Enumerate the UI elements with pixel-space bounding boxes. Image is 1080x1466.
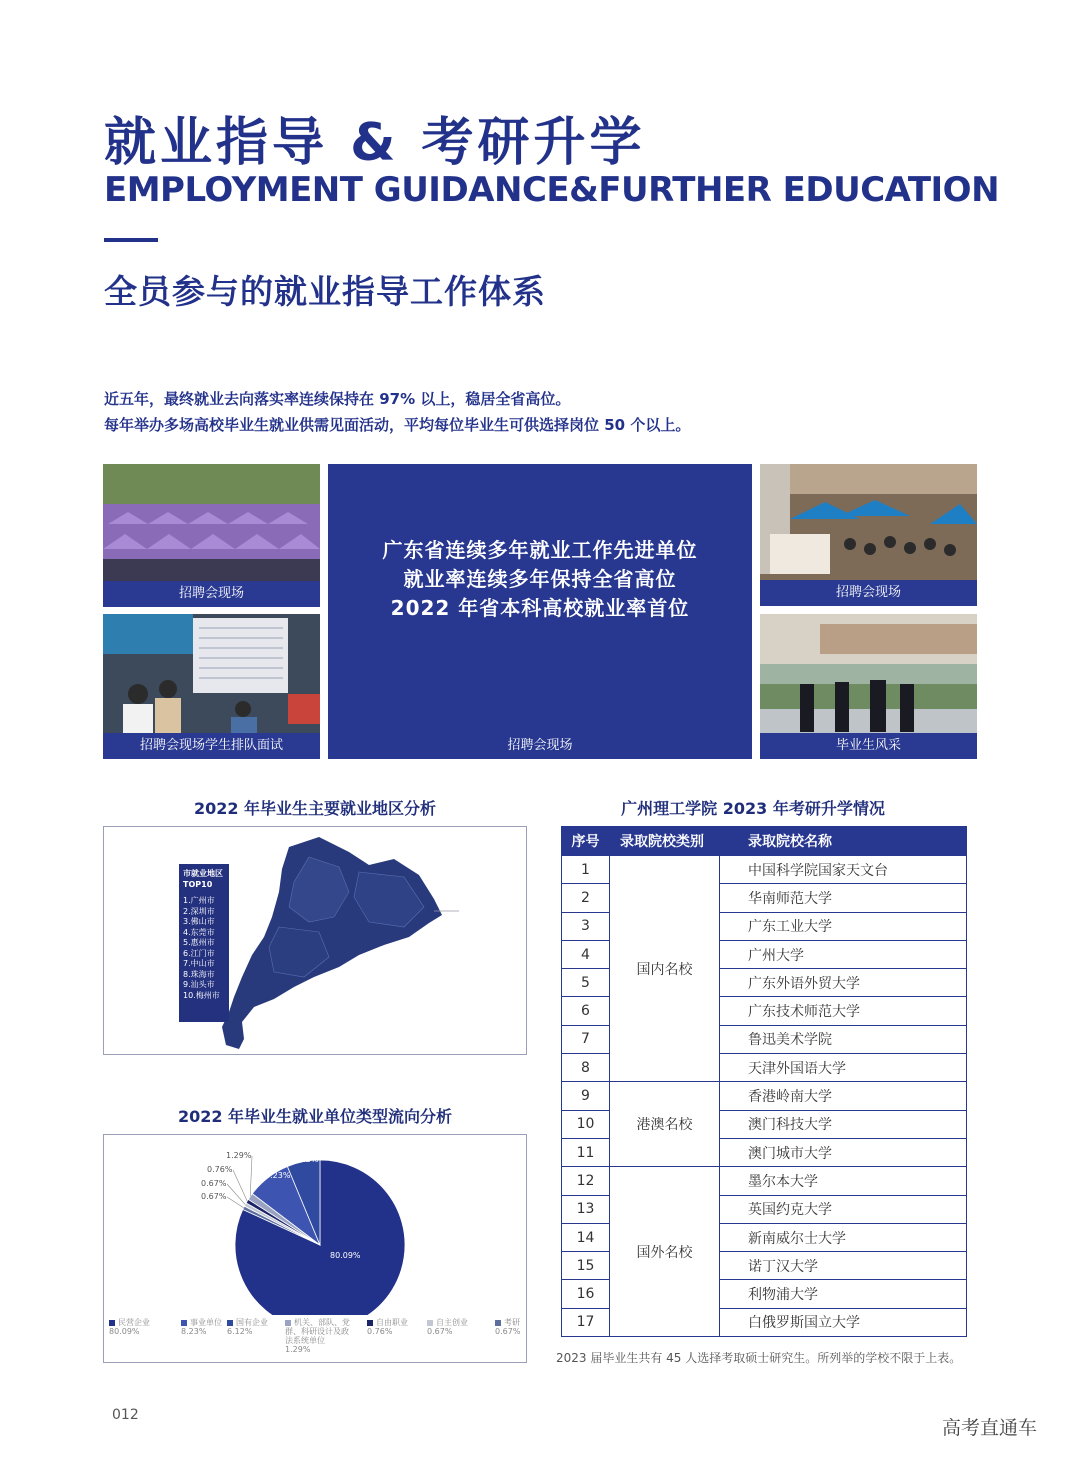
city-item: 5.惠州市: [183, 938, 215, 947]
legend-name: 民营企业: [118, 1318, 150, 1327]
city-item: 4.东莞市: [183, 927, 215, 937]
row-school: 广州大学: [720, 940, 967, 968]
city-item: 9.汕头市: [183, 980, 215, 989]
row-category: 国外名校: [610, 1167, 720, 1337]
photo-caption: 招聘会现场学生排队面试: [103, 733, 320, 759]
row-index: 6: [562, 997, 610, 1025]
row-school: 鲁迅美术学院: [720, 1025, 967, 1053]
row-index: 15: [562, 1252, 610, 1280]
pie-leader-line: [233, 1170, 247, 1201]
row-index: 9: [562, 1082, 610, 1110]
table-title: 广州理工学院 2023 年考研升学情况: [621, 799, 885, 818]
intro-text: [104, 386, 690, 438]
pie-data-label: 80.09%: [330, 1251, 361, 1260]
pie-legend-item: [285, 1318, 355, 1354]
legend-swatch: [495, 1320, 501, 1326]
city-item: 7.中山市: [183, 959, 215, 968]
legend-swatch: [285, 1320, 291, 1326]
table-row: [562, 1082, 967, 1110]
pie-legend-item: [427, 1318, 487, 1336]
region-map-panel: [103, 826, 527, 1055]
city-item: 1.广州市: [183, 896, 215, 905]
legend-swatch: [181, 1320, 187, 1326]
section-subtitle: 全员参与的就业指导工作体系: [104, 272, 546, 311]
photo-job-fair: [103, 464, 320, 607]
photo-graduates: [760, 614, 977, 759]
photo-caption: 毕业生风采: [760, 733, 977, 759]
row-school: 广东技术师范大学: [720, 997, 967, 1025]
row-index: 10: [562, 1110, 610, 1138]
intro-line: 近五年，最终就业去向落实率连续保持在 97% 以上，稳居全省高位。: [104, 390, 571, 408]
legend-name: 考研: [504, 1318, 520, 1327]
photo-job-fair-right: [760, 464, 977, 606]
pie-section-title: 2022 年毕业生就业单位类型流向分析: [177, 1107, 453, 1126]
pie-leader-line: [250, 1156, 252, 1196]
legend-value: 8.23%: [181, 1327, 207, 1336]
row-index: 16: [562, 1280, 610, 1308]
legend-swatch: [427, 1320, 433, 1326]
legend-swatch: [367, 1320, 373, 1326]
row-category: 国内名校: [610, 856, 720, 1082]
pie-data-label: 1.29%: [226, 1151, 252, 1160]
pie-data-label: 0.67%: [201, 1179, 227, 1188]
panel-caption: 招聘会现场: [507, 738, 573, 753]
row-school: 澳门城市大学: [720, 1138, 967, 1166]
pie-leader-line: [227, 1184, 245, 1205]
legend-swatch: [109, 1320, 115, 1326]
city-item: 6.江门市: [183, 948, 215, 958]
city-item: 3.佛山市: [183, 917, 215, 926]
row-index: 17: [562, 1308, 610, 1336]
row-index: 7: [562, 1025, 610, 1053]
achievement-line: 2022 年省本科高校就业率首位: [390, 596, 690, 620]
row-school: 中国科学院国家天文台: [720, 856, 967, 884]
row-school: 英国约克大学: [720, 1195, 967, 1223]
table-note: 2023 届毕业生共有 45 人选择考取硕士研究生。所列举的学校不限于上表。: [556, 1351, 962, 1365]
row-index: 2: [562, 884, 610, 912]
city-item: 2.深圳市: [183, 906, 215, 916]
legend-name: 自由职业: [376, 1318, 408, 1327]
legend-name: 自主创业: [436, 1318, 468, 1327]
pie-leader-line: [227, 1197, 244, 1208]
table-header-row: [562, 827, 967, 856]
legend-value: 1.29%: [285, 1345, 311, 1354]
row-school: 天津外国语大学: [720, 1054, 967, 1082]
row-school: 广东外语外贸大学: [720, 969, 967, 997]
photo-interview-queue: [103, 614, 320, 759]
row-school: 澳门科技大学: [720, 1110, 967, 1138]
row-index: 3: [562, 912, 610, 940]
map-legend: [179, 864, 229, 1022]
pie-legend-item: [367, 1318, 427, 1336]
pie-data-label: 6.12%: [293, 1155, 319, 1164]
pie-legend-item: [227, 1318, 287, 1336]
row-index: 12: [562, 1167, 610, 1195]
header-school: 录取院校名称: [720, 827, 967, 856]
guangdong-map: [104, 827, 528, 1056]
pie-data-label: 0.67%: [201, 1192, 227, 1201]
pie-legend-item: [495, 1318, 555, 1336]
header-index: 序号: [562, 827, 610, 856]
legend-name: 机关、部队、党群、科研设计及政法系统单位: [285, 1318, 350, 1345]
row-index: 8: [562, 1054, 610, 1082]
row-index: 4: [562, 940, 610, 968]
pie-data-label: 8.23%: [265, 1171, 291, 1180]
row-index: 1: [562, 856, 610, 884]
row-index: 11: [562, 1138, 610, 1166]
legend-name: 国有企业: [236, 1318, 268, 1327]
row-school: 墨尔本大学: [720, 1167, 967, 1195]
legend-value: 0.67%: [427, 1327, 453, 1336]
page-title: 就业指导 & 考研升学: [104, 113, 646, 173]
row-school: 白俄罗斯国立大学: [720, 1308, 967, 1336]
page-number: 012: [112, 1407, 139, 1423]
row-index: 5: [562, 969, 610, 997]
intro-line: 每年举办多场高校毕业生就业供需见面活动，平均每位毕业生可供选择岗位 50 个以上。: [104, 416, 691, 434]
row-school: 广东工业大学: [720, 912, 967, 940]
row-school: 利物浦大学: [720, 1280, 967, 1308]
legend-name: 事业单位: [190, 1318, 222, 1327]
map-legend-title: 市就业地区 TOP10: [183, 869, 223, 889]
row-school: 诺丁汉大学: [720, 1252, 967, 1280]
admissions-table: [561, 826, 967, 1337]
title-divider: [104, 238, 158, 242]
legend-value: 0.76%: [367, 1327, 393, 1336]
header-category: 录取院校类别: [610, 827, 720, 856]
watermark: 高考直通车: [942, 1417, 1038, 1439]
row-school: 华南师范大学: [720, 884, 967, 912]
legend-value: 80.09%: [109, 1327, 140, 1336]
row-school: 新南威尔士大学: [720, 1223, 967, 1251]
pie-data-label: 0.76%: [207, 1165, 233, 1174]
page-title-english: EMPLOYMENT GUIDANCE&FURTHER EDUCATION: [104, 170, 1000, 210]
photo-caption: 招聘会现场: [760, 580, 977, 606]
legend-value: 0.67%: [495, 1327, 521, 1336]
achievement-line: 广东省连续多年就业工作先进单位: [382, 538, 698, 562]
legend-value: 6.12%: [227, 1327, 253, 1336]
achievement-line: 就业率连续多年保持全省高位: [403, 567, 677, 591]
row-index: 13: [562, 1195, 610, 1223]
city-item: 10.梅州市: [183, 990, 220, 1000]
row-school: 香港岭南大学: [720, 1082, 967, 1110]
row-category: 港澳名校: [610, 1082, 720, 1167]
pie-legend-item: [109, 1318, 169, 1336]
legend-swatch: [227, 1320, 233, 1326]
pie-chart-panel: [103, 1134, 527, 1363]
row-index: 14: [562, 1223, 610, 1251]
map-section-title: 2022 年毕业生主要就业地区分析: [193, 799, 437, 818]
achievements-panel: [328, 464, 752, 759]
city-item: 8.珠海市: [183, 969, 215, 979]
table-row: [562, 1167, 967, 1195]
table-row: [562, 856, 967, 884]
photo-caption: 招聘会现场: [103, 581, 320, 607]
